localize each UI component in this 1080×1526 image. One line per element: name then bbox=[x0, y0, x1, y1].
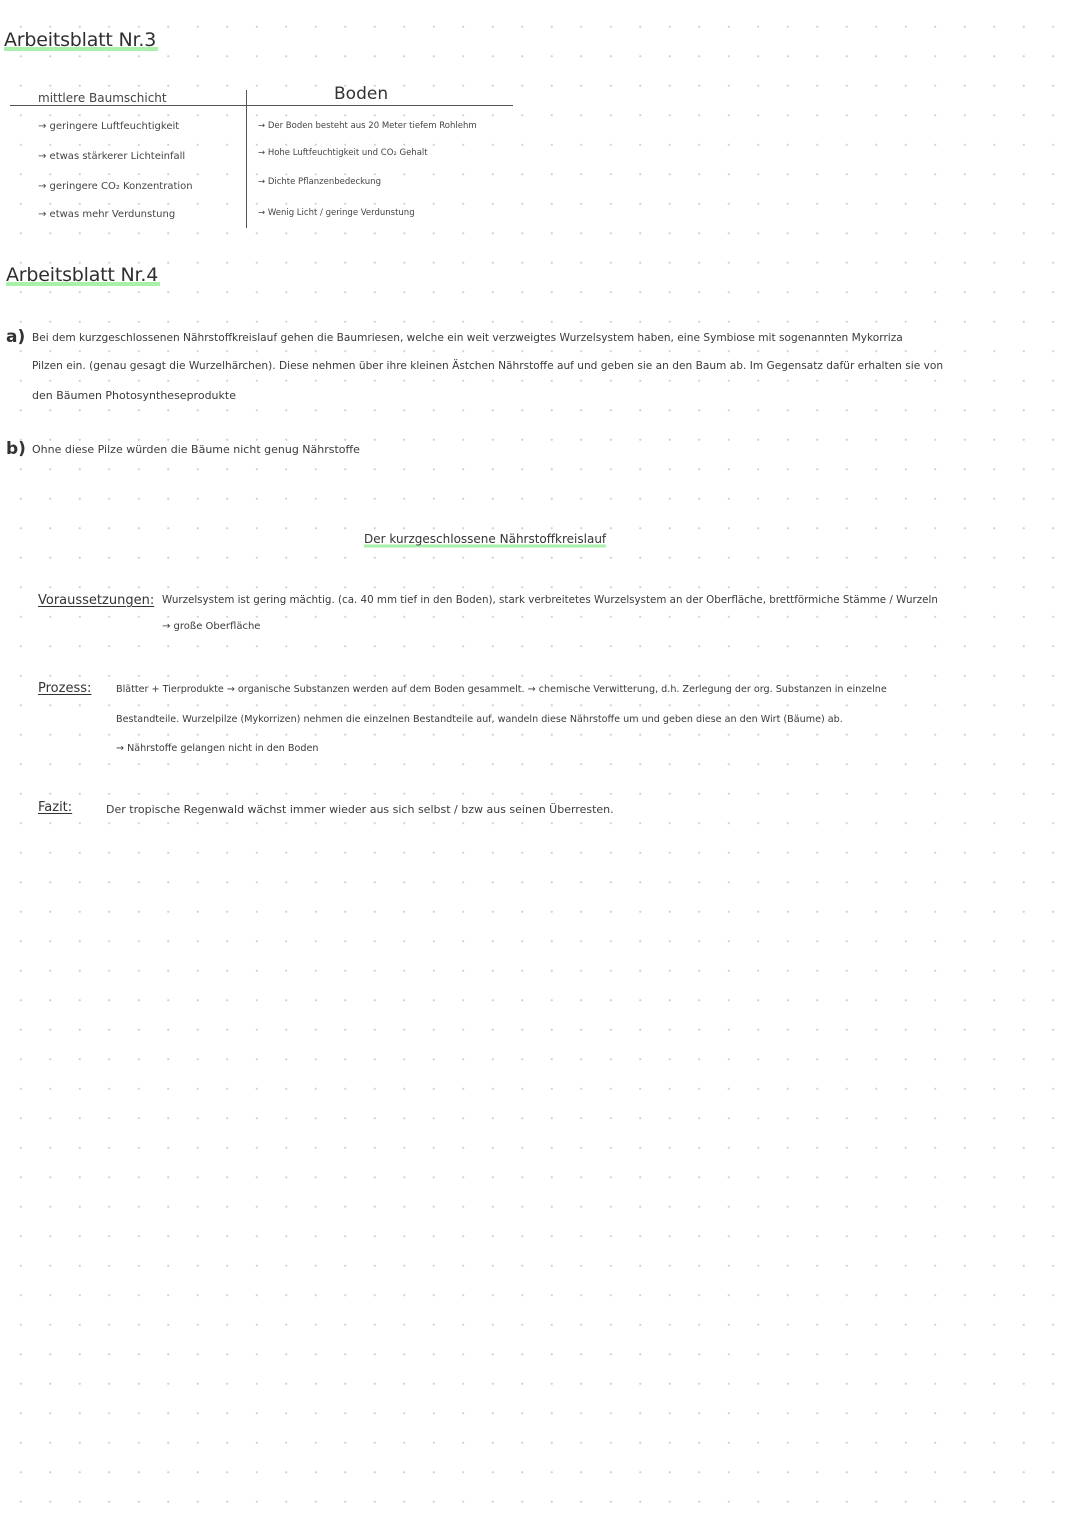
process-line: Blätter + Tierprodukte → organische Substanzen werden auf dem Boden gesammelt. → chemische Verwitterung, d.h. Zerlegung der org. Substanzen in einzelne bbox=[116, 684, 887, 695]
table-left-header: mittlere Baumschicht bbox=[38, 91, 167, 105]
sheet3-title: Arbeitsblatt Nr.3 bbox=[4, 29, 157, 51]
left-item: → geringere CO₂ Konzentration bbox=[38, 181, 193, 192]
sheet4-title: Arbeitsblatt Nr.4 bbox=[6, 264, 159, 286]
table-column-divider bbox=[246, 90, 247, 228]
task-a-line: Bei dem kurzgeschlossenen Nährstoffkreislauf gehen die Baumriesen, welche ein weit verzweigtes Wurzelsystem haben, eine Symbiose mit sogenannten Mykorriza bbox=[32, 332, 903, 344]
task-a-line: Pilzen ein. (genau gesagt die Wurzelhärchen). Diese nehmen über ihre kleinen Ästchen Nährstoffe auf und geben sie an den Baum ab. Im Gegensatz dafür erhalten sie von bbox=[32, 360, 944, 372]
task-b-letter: b) bbox=[6, 439, 26, 459]
right-item: → Hohe Luftfeuchtigkeit und CO₂ Gehalt bbox=[258, 148, 428, 158]
prereq-label: Voraussetzungen: bbox=[38, 593, 155, 608]
left-item: → geringere Luftfeuchtigkeit bbox=[38, 121, 180, 132]
process-label: Prozess: bbox=[38, 681, 92, 696]
table-right-header: Boden bbox=[334, 84, 389, 104]
cycle-title: Der kurzgeschlossene Nährstoffkreislauf bbox=[364, 532, 607, 546]
right-item: → Wenig Licht / geringe Verdunstung bbox=[258, 208, 415, 218]
left-item: → etwas stärkerer Lichteinfall bbox=[38, 151, 186, 162]
task-a-letter: a) bbox=[6, 327, 26, 347]
right-item: → Dichte Pflanzenbedeckung bbox=[258, 177, 381, 187]
process-line: → Nährstoffe gelangen nicht in den Boden bbox=[116, 743, 319, 754]
fazit-text: Der tropische Regenwald wächst immer wieder aus sich selbst / bzw aus seinen Überresten. bbox=[106, 803, 614, 816]
task-b-text: Ohne diese Pilze würden die Bäume nicht genug Nährstoffe bbox=[32, 443, 360, 456]
task-a-line: den Bäumen Photosyntheseprodukte bbox=[32, 389, 236, 402]
prereq-text: Wurzelsystem ist gering mächtig. (ca. 40 mm tief in den Boden), stark verbreitetes Wurzelsystem an der Oberfläche, brettförmiche Stämme / Wurzeln bbox=[162, 594, 938, 606]
process-line: Bestandteile. Wurzelpilze (Mykorrizen) nehmen die einzelnen Bestandteile auf, wandeln diese Nährstoffe um und geben diese an den Wirt (Bäume) ab. bbox=[116, 714, 843, 725]
right-item: → Der Boden besteht aus 20 Meter tiefem Rohlehm bbox=[258, 121, 477, 131]
fazit-label: Fazit: bbox=[38, 800, 73, 815]
prereq-text-2: → große Oberfläche bbox=[162, 621, 261, 632]
table-header-rule bbox=[10, 105, 513, 106]
left-item: → etwas mehr Verdunstung bbox=[38, 209, 176, 220]
